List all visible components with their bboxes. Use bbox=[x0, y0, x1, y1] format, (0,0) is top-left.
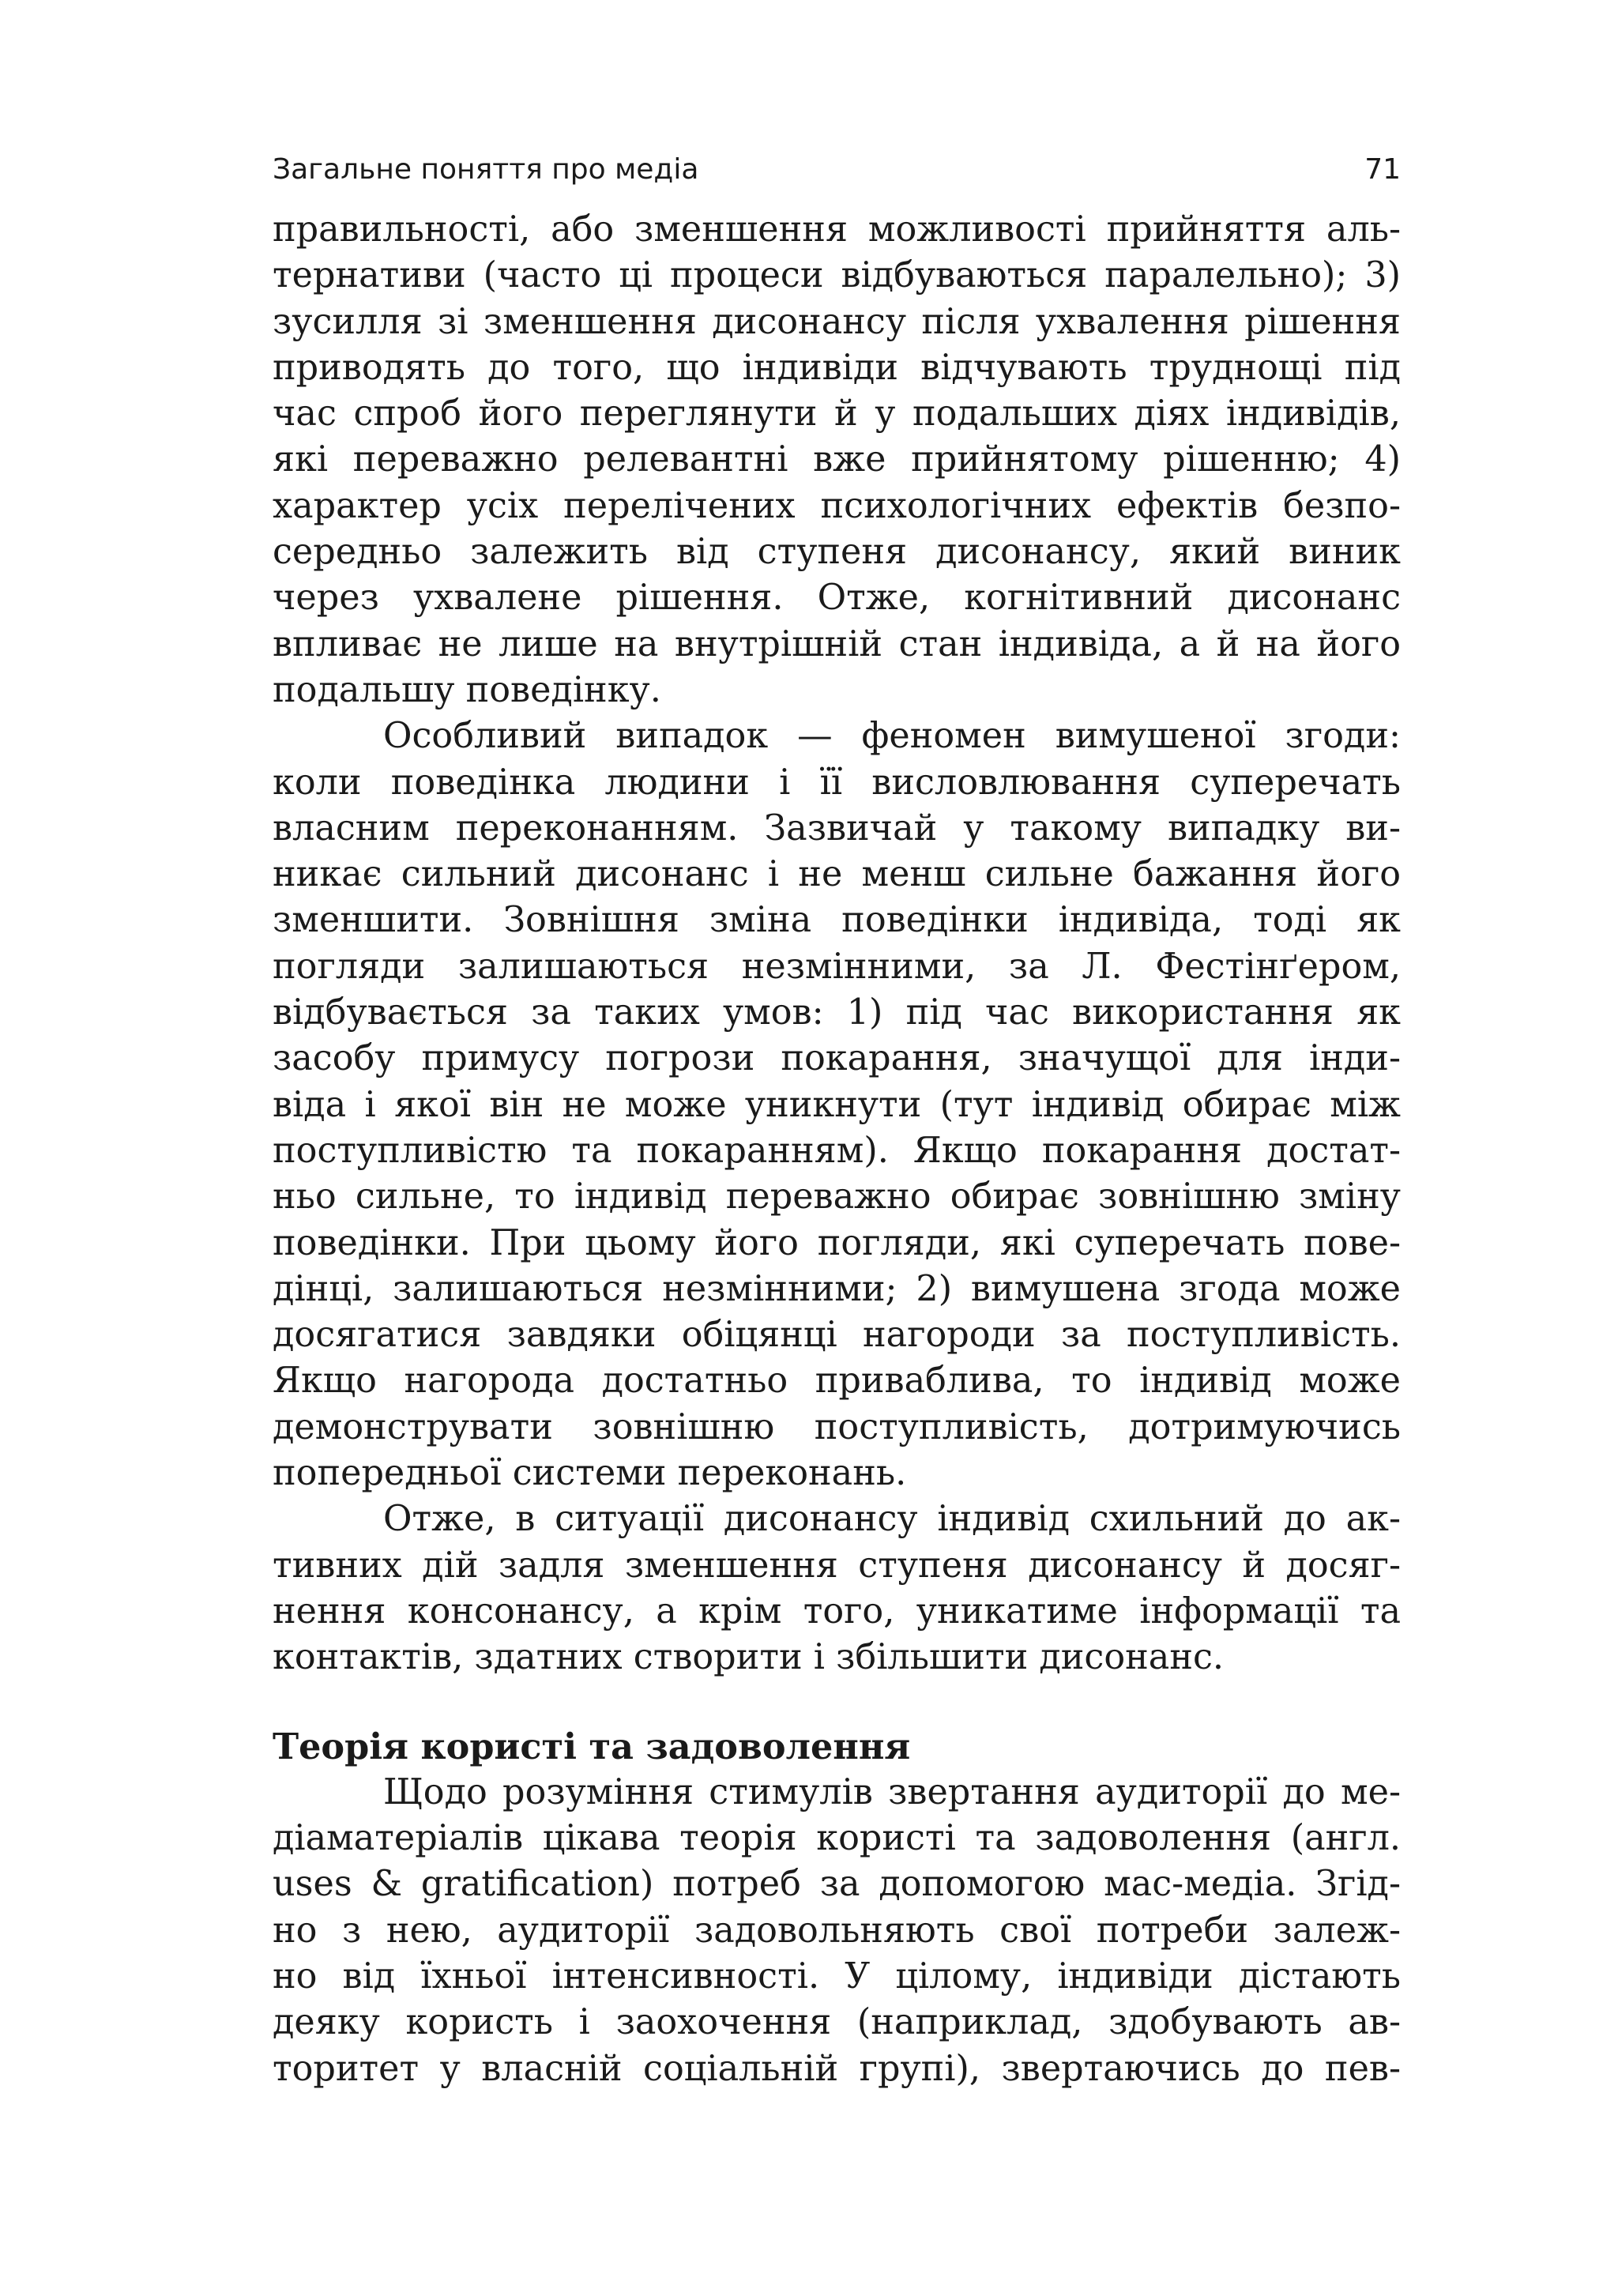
text-line: поступливістю та покаранням). Якщо покарання достат- bbox=[273, 1130, 1401, 1171]
text-line: дінці, залишаються незмінними; 2) вимушена згода може bbox=[273, 1268, 1401, 1309]
text-line: коли поведінка людини і її висловлювання суперечать bbox=[273, 762, 1401, 803]
text-line: зусилля зі зменшення дисонансу після ухвалення рішення bbox=[273, 301, 1401, 342]
running-header bbox=[273, 150, 1401, 190]
text-line: тивних дій задля зменшення ступеня дисонансу й досяг- bbox=[273, 1545, 1401, 1586]
text-line: правильності, або зменшення можливості прийняття аль- bbox=[273, 209, 1401, 250]
text-line: нення консонансу, а крім того, уникатиме інформації та bbox=[273, 1590, 1401, 1632]
text-line: час спроб його переглянути й у подальших діях індивідів, bbox=[273, 393, 1401, 435]
text-line: діаматеріалів цікава теорія користі та задоволення (англ. bbox=[273, 1818, 1401, 1859]
text-line: Особливий випадок — феномен вимушеної згоди: bbox=[383, 716, 1401, 757]
text-line: характер усіх перелічених психологічних ефектів безпо- bbox=[273, 485, 1401, 526]
running-header-title: Загальне поняття про медіа bbox=[273, 153, 699, 186]
text-line: середньо залежить від ступеня дисонансу, який виник bbox=[273, 532, 1401, 573]
text-line: які переважно релевантні вже прийнятому рішенню; 4) bbox=[273, 439, 1401, 480]
text-line: Отже, в ситуації дисонансу індивід схильний до ак- bbox=[383, 1499, 1401, 1540]
text-line: но з нею, аудиторії задовольняють свої потреби залеж- bbox=[273, 1910, 1401, 1951]
text-line: ньо сильне, то індивід переважно обирає зовнішню зміну bbox=[273, 1176, 1401, 1218]
text-line: никає сильний дисонанс і не менш сильне бажання його bbox=[273, 854, 1401, 895]
text-line: зменшити. Зовнішня зміна поведінки індивіда, тоді як bbox=[273, 900, 1401, 941]
text-line: Щодо розуміння стимулів звертання аудиторії до ме- bbox=[383, 1771, 1401, 1812]
text-line: впливає не лише на внутрішній стан індивіда, а й на його bbox=[273, 623, 1401, 664]
text-line: деяку користь і заохочення (наприклад, здобувають ав- bbox=[273, 2002, 1401, 2043]
text-line: uses & gratification) потреб за допомогою мас-медіа. Згід- bbox=[273, 1864, 1401, 1905]
text-line: власним переконанням. Зазвичай у такому випадку ви- bbox=[273, 807, 1401, 849]
text-line: подальшу поведінку. bbox=[273, 669, 661, 710]
text-line: демонструвати зовнішню поступливість, дотримуючись bbox=[273, 1406, 1401, 1447]
text-line: контактів, здатних створити і збільшити дисонанс. bbox=[273, 1637, 1225, 1678]
text-line: через ухвалене рішення. Отже, когнітивний дисонанс bbox=[273, 578, 1401, 619]
text-line: тернативи (часто ці процеси відбуваються паралельно); 3) bbox=[273, 255, 1401, 296]
text-line: досягатися завдяки обіцянці нагороди за поступливість. bbox=[273, 1315, 1401, 1356]
page-number: 71 bbox=[1364, 153, 1401, 186]
section-heading: Теорія користі та задоволення bbox=[273, 1726, 911, 1767]
text-line: віда і якої він не може уникнути (тут індивід обирає між bbox=[273, 1084, 1401, 1125]
paragraph-uses-and-gratifications bbox=[273, 1770, 1401, 2092]
paragraph-cognitive-dissonance-effects bbox=[273, 207, 1401, 713]
text-line: попередньої системи переконань. bbox=[273, 1453, 907, 1494]
paragraph-dissonance-conclusion bbox=[273, 1496, 1401, 1681]
book-page bbox=[273, 150, 1401, 2092]
text-line: поведінки. При цьому його погляди, які суперечать пове- bbox=[273, 1222, 1401, 1263]
text-line: відбувається за таких умов: 1) під час використання як bbox=[273, 992, 1401, 1033]
text-line: Якщо нагорода достатньо приваблива, то індивід може bbox=[273, 1361, 1401, 1402]
text-line: торитет у власній соціальній групі), звертаючись до пев- bbox=[273, 2048, 1401, 2089]
text-line: но від їхньої інтенсивності. У цілому, індивіди дістають bbox=[273, 1955, 1401, 1997]
text-line: приводять до того, що індивіди відчувають труднощі під bbox=[273, 347, 1401, 388]
text-line: засобу примусу погрози покарання, значущої для інди- bbox=[273, 1038, 1401, 1079]
paragraph-forced-compliance bbox=[273, 713, 1401, 1496]
text-line: погляди залишаються незмінними, за Л. Фестінґером, bbox=[273, 946, 1401, 987]
